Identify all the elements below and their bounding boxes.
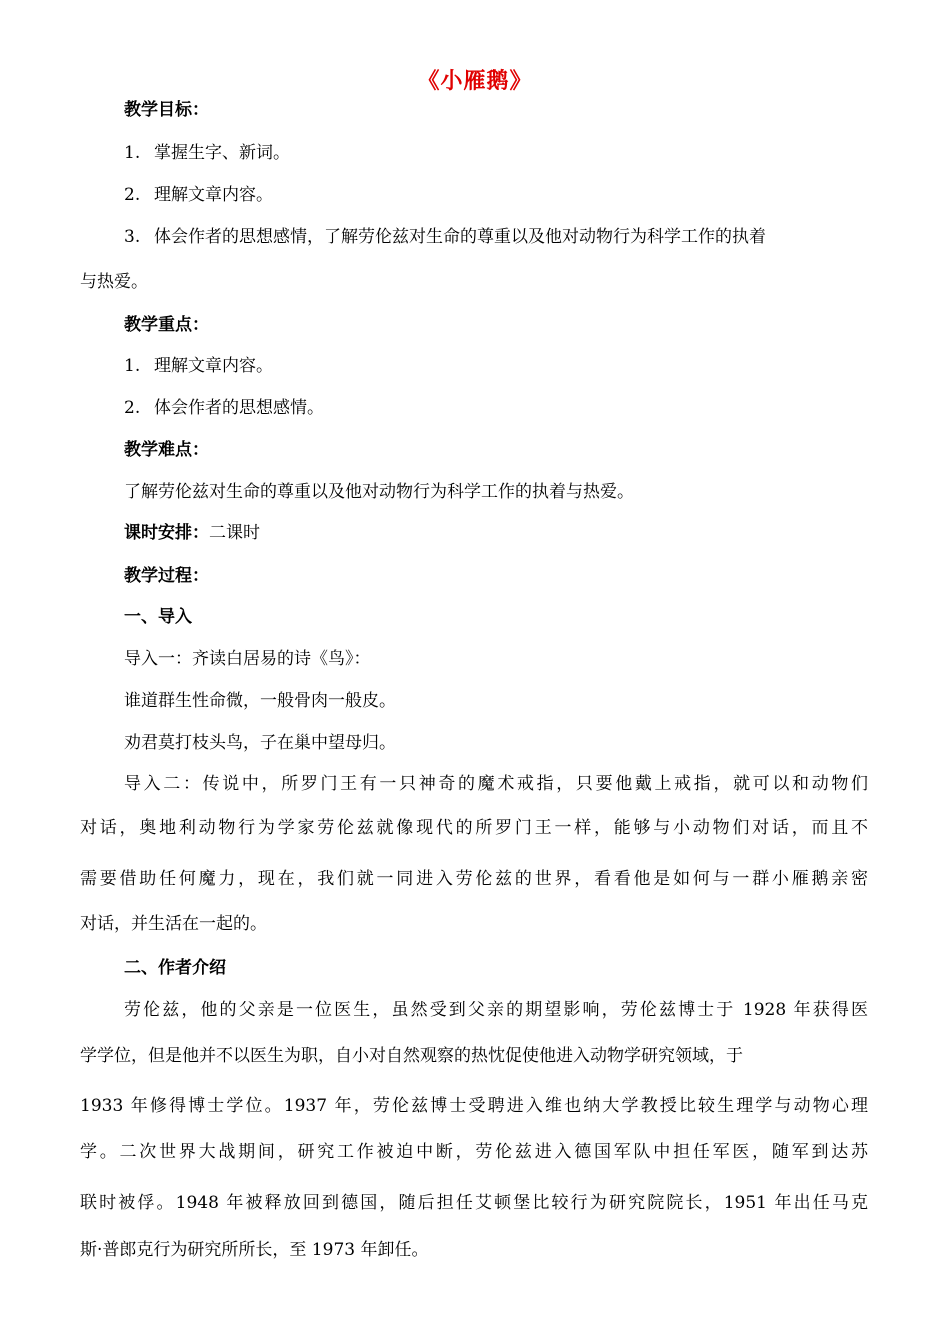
bio-line-2: 学学位，但是他并不以医生为职，自小对自然观察的热忱促使他进入动物学研究领域，于	[80, 1046, 743, 1066]
intro2-line-1: 导入二：传说中，所罗门王有一只神奇的魔术戒指，只要他戴上戒指，就可以和动物们	[124, 774, 868, 794]
process-heading: 教学过程：	[124, 566, 209, 586]
key-points-heading: 教学重点：	[124, 315, 209, 335]
intro2-line-2: 对话，奥地利动物行为学家劳伦兹就像现代的所罗门王一样，能够与小动物们对话，而且不	[80, 818, 868, 838]
goal-item-3-text: 体会作者的思想感情，了解劳伦兹对生命的尊重以及他对动物行为科学工作的执着	[154, 227, 766, 247]
document-title: 《小雁鹅》	[417, 69, 533, 94]
intro2-line-3: 需要借助任何魔力，现在，我们就一同进入劳伦兹的世界，看看他是如何与一群小雁鹅亲密	[80, 869, 868, 889]
goal-item-1	[124, 143, 290, 163]
goals-heading: 教学目标：	[124, 100, 209, 120]
goal-item-2-num: 2.	[124, 185, 141, 205]
schedule-line	[124, 523, 260, 543]
key-point-item-1-text: 理解文章内容。	[154, 356, 273, 376]
goal-item-1-text: 掌握生字、新词。	[154, 143, 290, 163]
key-point-item-1	[124, 356, 273, 376]
key-point-item-2-text: 体会作者的思想感情。	[154, 398, 324, 418]
key-point-item-1-num: 1.	[124, 356, 141, 376]
key-point-item-2-num: 2.	[124, 398, 141, 418]
section1-heading: 一、导入	[124, 607, 192, 627]
schedule-label: 课时安排：	[124, 523, 209, 543]
goal-item-1-num: 1.	[124, 143, 141, 163]
goal-item-3	[124, 227, 766, 247]
bio-line-1: 劳伦兹，他的父亲是一位医生，虽然受到父亲的期望影响，劳伦兹博士于 1928 年获得医	[124, 1000, 868, 1020]
difficulty-heading: 教学难点：	[124, 440, 209, 460]
bio-line-4: 学。二次世界大战期间，研究工作被迫中断，劳伦兹进入德国军队中担任军医，随军到达苏	[80, 1142, 868, 1162]
goal-item-3-continuation: 与热爱。	[80, 272, 148, 292]
section2-heading: 二、作者介绍	[124, 958, 226, 978]
bio-line-6: 斯·普郎克行为研究所所长，至 1973 年卸任。	[80, 1240, 429, 1260]
goal-item-3-num: 3.	[124, 227, 141, 247]
key-point-item-2	[124, 398, 324, 418]
schedule-value: 二课时	[209, 523, 260, 543]
intro2-line-4: 对话，并生活在一起的。	[80, 914, 267, 934]
goal-item-2	[124, 185, 273, 205]
bio-line-3: 1933 年修得博士学位。1937 年，劳伦兹博士受聘进入维也纳大学教授比较生理学与动物心理	[80, 1096, 868, 1116]
goal-item-2-text: 理解文章内容。	[154, 185, 273, 205]
intro1-text: 导入一：齐读白居易的诗《鸟》：	[124, 649, 371, 669]
poem-line-1: 谁道群生性命微，一般骨肉一般皮。	[124, 691, 396, 711]
poem-line-2: 劝君莫打枝头鸟，子在巢中望母归。	[124, 733, 396, 753]
difficulty-text: 了解劳伦兹对生命的尊重以及他对动物行为科学工作的执着与热爱。	[124, 482, 634, 502]
bio-line-5: 联时被俘。1948 年被释放回到德国，随后担任艾顿堡比较行为研究院院长，1951 年出任马克	[80, 1193, 868, 1213]
